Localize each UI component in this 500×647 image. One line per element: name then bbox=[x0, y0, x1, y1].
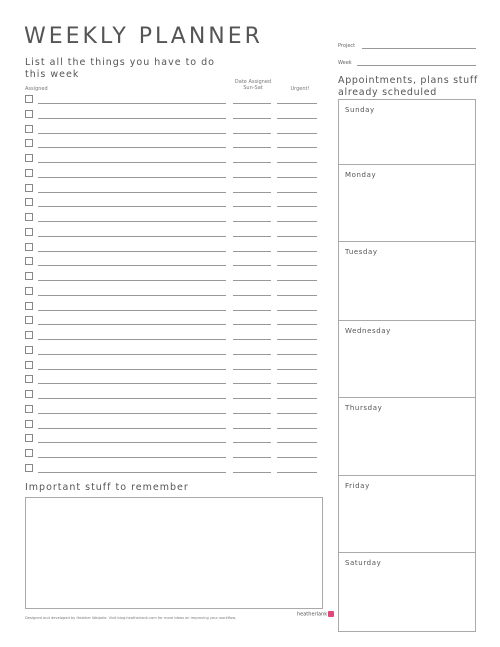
date-assigned-line[interactable] bbox=[233, 162, 271, 163]
task-checkbox[interactable] bbox=[25, 110, 33, 118]
urgent-line[interactable] bbox=[277, 147, 317, 148]
task-row bbox=[25, 361, 325, 376]
task-checkbox[interactable] bbox=[25, 95, 33, 103]
task-line[interactable] bbox=[38, 162, 226, 163]
urgent-line[interactable] bbox=[277, 310, 317, 311]
task-line[interactable] bbox=[38, 457, 226, 458]
task-row bbox=[25, 346, 325, 361]
urgent-line[interactable] bbox=[277, 177, 317, 178]
urgent-line[interactable] bbox=[277, 133, 317, 134]
urgent-line[interactable] bbox=[277, 383, 317, 384]
date-assigned-line[interactable] bbox=[233, 428, 271, 429]
task-line[interactable] bbox=[38, 354, 226, 355]
task-checkbox[interactable] bbox=[25, 228, 33, 236]
task-row bbox=[25, 331, 325, 346]
date-assigned-line[interactable] bbox=[233, 310, 271, 311]
task-row bbox=[25, 464, 325, 479]
task-line[interactable] bbox=[38, 236, 226, 237]
task-checkbox[interactable] bbox=[25, 331, 33, 339]
date-assigned-line[interactable] bbox=[233, 177, 271, 178]
day-label: Friday bbox=[345, 482, 370, 490]
day-label: Monday bbox=[345, 171, 377, 179]
date-assigned-line[interactable] bbox=[233, 192, 271, 193]
date-assigned-line[interactable] bbox=[233, 472, 271, 473]
task-line[interactable] bbox=[38, 413, 226, 414]
task-checkbox[interactable] bbox=[25, 213, 33, 221]
day-cell-monday[interactable] bbox=[339, 164, 476, 241]
date-assigned-line[interactable] bbox=[233, 280, 271, 281]
task-row bbox=[25, 316, 325, 331]
day-cell-thursday[interactable] bbox=[339, 397, 476, 475]
task-row bbox=[25, 243, 325, 258]
day-label: Saturday bbox=[345, 559, 382, 567]
date-assigned-line[interactable] bbox=[233, 457, 271, 458]
day-label: Sunday bbox=[345, 106, 375, 114]
urgent-line[interactable] bbox=[277, 118, 317, 119]
urgent-line[interactable] bbox=[277, 354, 317, 355]
task-line[interactable] bbox=[38, 265, 226, 266]
task-line[interactable] bbox=[38, 206, 226, 207]
urgent-line[interactable] bbox=[277, 251, 317, 252]
urgent-line[interactable] bbox=[277, 221, 317, 222]
task-row bbox=[25, 449, 325, 464]
task-checkbox[interactable] bbox=[25, 375, 33, 383]
task-line[interactable] bbox=[38, 221, 226, 222]
task-line[interactable] bbox=[38, 103, 226, 104]
task-row bbox=[25, 375, 325, 390]
task-line[interactable] bbox=[38, 251, 226, 252]
urgent-line[interactable] bbox=[277, 236, 317, 237]
task-checkbox[interactable] bbox=[25, 464, 33, 472]
task-checkbox[interactable] bbox=[25, 302, 33, 310]
col-assigned: Assigned bbox=[25, 86, 48, 92]
date-assigned-line[interactable] bbox=[233, 369, 271, 370]
date-assigned-line[interactable] bbox=[233, 442, 271, 443]
task-checkbox[interactable] bbox=[25, 184, 33, 192]
urgent-line[interactable] bbox=[277, 428, 317, 429]
project-field[interactable] bbox=[362, 48, 476, 49]
date-assigned-line[interactable] bbox=[233, 265, 271, 266]
task-row bbox=[25, 405, 325, 420]
task-row bbox=[25, 390, 325, 405]
col-date-assigned: Date Assigned Sun-Sat bbox=[234, 79, 272, 91]
urgent-line[interactable] bbox=[277, 206, 317, 207]
task-line[interactable] bbox=[38, 383, 226, 384]
task-line[interactable] bbox=[38, 310, 226, 311]
task-checkbox[interactable] bbox=[25, 243, 33, 251]
day-label: Wednesday bbox=[345, 327, 391, 335]
task-line[interactable] bbox=[38, 177, 226, 178]
task-row bbox=[25, 184, 325, 199]
task-row bbox=[25, 154, 325, 169]
date-assigned-line[interactable] bbox=[233, 295, 271, 296]
day-label: Thursday bbox=[345, 404, 383, 412]
urgent-line[interactable] bbox=[277, 413, 317, 414]
remember-notes-box[interactable] bbox=[25, 497, 323, 609]
day-cell-tuesday[interactable] bbox=[339, 241, 476, 320]
date-assigned-line[interactable] bbox=[233, 236, 271, 237]
urgent-line[interactable] bbox=[277, 162, 317, 163]
task-checkbox[interactable] bbox=[25, 346, 33, 354]
date-assigned-line[interactable] bbox=[233, 206, 271, 207]
task-checkbox[interactable] bbox=[25, 169, 33, 177]
task-line[interactable] bbox=[38, 324, 226, 325]
task-row bbox=[25, 302, 325, 317]
urgent-line[interactable] bbox=[277, 324, 317, 325]
day-cell-sunday[interactable] bbox=[339, 100, 476, 164]
urgent-line[interactable] bbox=[277, 457, 317, 458]
logo-mark-icon bbox=[328, 611, 334, 617]
urgent-line[interactable] bbox=[277, 339, 317, 340]
task-line[interactable] bbox=[38, 428, 226, 429]
date-assigned-line[interactable] bbox=[233, 413, 271, 414]
task-row bbox=[25, 169, 325, 184]
week-label: Week bbox=[338, 60, 352, 66]
task-checkbox[interactable] bbox=[25, 272, 33, 280]
date-assigned-line[interactable] bbox=[233, 251, 271, 252]
urgent-line[interactable] bbox=[277, 192, 317, 193]
urgent-line[interactable] bbox=[277, 280, 317, 281]
task-row bbox=[25, 198, 325, 213]
task-line[interactable] bbox=[38, 472, 226, 473]
project-label: Project bbox=[338, 43, 356, 49]
task-checkbox[interactable] bbox=[25, 449, 33, 457]
task-checkbox[interactable] bbox=[25, 287, 33, 295]
task-row bbox=[25, 213, 325, 228]
task-checkbox[interactable] bbox=[25, 390, 33, 398]
task-line[interactable] bbox=[38, 369, 226, 370]
task-line[interactable] bbox=[38, 280, 226, 281]
task-row bbox=[25, 228, 325, 243]
logo-text: heatherlank bbox=[297, 611, 328, 618]
urgent-line[interactable] bbox=[277, 295, 317, 296]
task-checkbox[interactable] bbox=[25, 420, 33, 428]
task-line[interactable] bbox=[38, 442, 226, 443]
day-cell-wednesday[interactable] bbox=[339, 320, 476, 397]
task-line[interactable] bbox=[38, 398, 226, 399]
task-row bbox=[25, 420, 325, 435]
task-line[interactable] bbox=[38, 147, 226, 148]
date-assigned-line[interactable] bbox=[233, 103, 271, 104]
task-checkbox[interactable] bbox=[25, 125, 33, 133]
task-checkbox[interactable] bbox=[25, 405, 33, 413]
task-row bbox=[25, 287, 325, 302]
urgent-line[interactable] bbox=[277, 442, 317, 443]
col-urgent: Urgent! bbox=[290, 86, 310, 92]
brand-logo bbox=[297, 611, 334, 618]
day-cell-saturday[interactable] bbox=[339, 552, 476, 633]
task-row bbox=[25, 95, 325, 110]
day-label: Tuesday bbox=[345, 248, 378, 256]
date-assigned-line[interactable] bbox=[233, 339, 271, 340]
date-assigned-line[interactable] bbox=[233, 118, 271, 119]
date-assigned-line[interactable] bbox=[233, 147, 271, 148]
page-title: WEEKLY PLANNER bbox=[24, 24, 263, 49]
task-row bbox=[25, 125, 325, 140]
task-row bbox=[25, 110, 325, 125]
task-checkbox[interactable] bbox=[25, 257, 33, 265]
task-checkbox[interactable] bbox=[25, 154, 33, 162]
date-assigned-line[interactable] bbox=[233, 398, 271, 399]
task-checkbox[interactable] bbox=[25, 139, 33, 147]
footer-credit: Designed and developed by Heather Walpole. Visit blog.heatheriank.com for more ideas on improving your workflow. bbox=[25, 616, 237, 620]
urgent-line[interactable] bbox=[277, 265, 317, 266]
task-checkbox[interactable] bbox=[25, 316, 33, 324]
tasks-heading: List all the things you have to do this week bbox=[25, 57, 215, 80]
task-checkbox[interactable] bbox=[25, 361, 33, 369]
task-line[interactable] bbox=[38, 295, 226, 296]
date-assigned-line[interactable] bbox=[233, 324, 271, 325]
urgent-line[interactable] bbox=[277, 398, 317, 399]
urgent-line[interactable] bbox=[277, 103, 317, 104]
date-assigned-line[interactable] bbox=[233, 354, 271, 355]
urgent-line[interactable] bbox=[277, 472, 317, 473]
week-field[interactable] bbox=[357, 65, 476, 66]
task-line[interactable] bbox=[38, 192, 226, 193]
date-assigned-line[interactable] bbox=[233, 133, 271, 134]
task-checkbox[interactable] bbox=[25, 434, 33, 442]
task-row bbox=[25, 272, 325, 287]
remember-heading: Important stuff to remember bbox=[25, 482, 189, 493]
task-row bbox=[25, 139, 325, 154]
task-row bbox=[25, 257, 325, 272]
task-line[interactable] bbox=[38, 133, 226, 134]
appointments-heading: Appointments, plans stuff already scheduled bbox=[338, 75, 478, 98]
task-line[interactable] bbox=[38, 339, 226, 340]
task-line[interactable] bbox=[38, 118, 226, 119]
task-checkbox[interactable] bbox=[25, 198, 33, 206]
urgent-line[interactable] bbox=[277, 369, 317, 370]
date-assigned-line[interactable] bbox=[233, 221, 271, 222]
date-assigned-line[interactable] bbox=[233, 383, 271, 384]
day-schedule bbox=[338, 99, 476, 632]
task-row bbox=[25, 434, 325, 449]
day-cell-friday[interactable] bbox=[339, 475, 476, 552]
